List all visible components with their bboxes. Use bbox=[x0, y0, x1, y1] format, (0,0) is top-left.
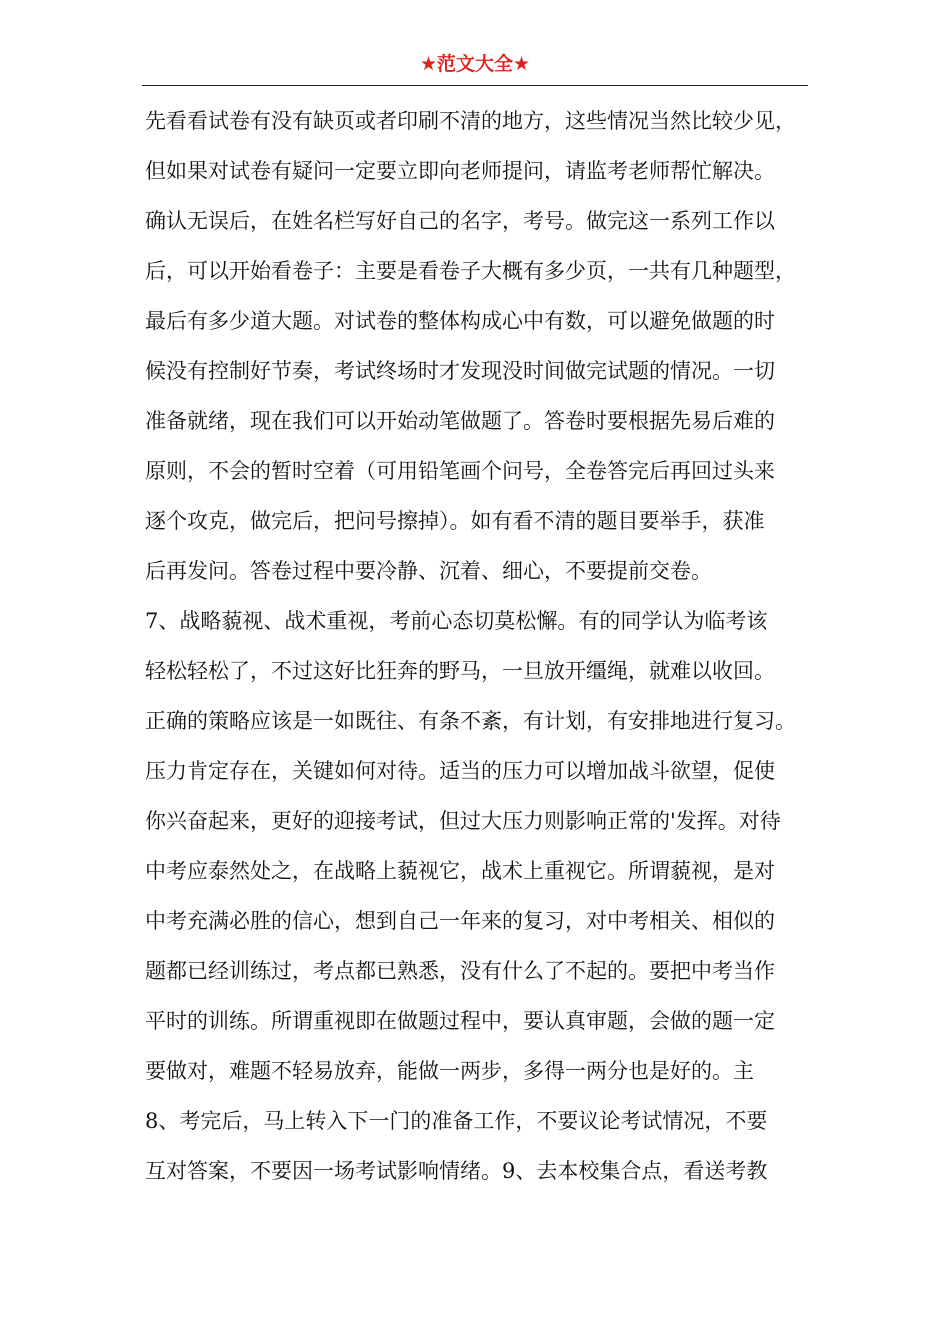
text-line: 压力肯定存在，关键如何对待。适当的压力可以增加战斗欲望，促使 bbox=[145, 759, 775, 783]
header-divider bbox=[142, 85, 808, 86]
text-line: 轻松轻松了，不过这好比狂奔的野马，一旦放开缰绳，就难以收回。 bbox=[145, 659, 775, 683]
text-line: 原则，不会的暂时空着（可用铅笔画个问号，全卷答完后再回过头来 bbox=[145, 459, 775, 483]
text-line: 中考应泰然处之，在战略上藐视它，战术上重视它。所谓藐视，是对 bbox=[145, 859, 775, 883]
text-line: 准备就绪，现在我们可以开始动笔做题了。答卷时要根据先易后难的 bbox=[145, 409, 775, 433]
text-line: 候没有控制好节奏，考试终场时才发现没时间做完试题的情况。一切 bbox=[145, 359, 775, 383]
text-line: 先看看试卷有没有缺页或者印刷不清的地方，这些情况当然比较少见， bbox=[145, 109, 796, 133]
text-line: 要做对，难题不轻易放弃，能做一两步，多得一两分也是好的。主 bbox=[145, 1059, 754, 1083]
text-line: 确认无误后，在姓名栏写好自己的名字，考号。做完这一系列工作以 bbox=[145, 209, 775, 233]
document-body bbox=[145, 96, 825, 1196]
text-line: 正确的策略应该是一如既往、有条不紊，有计划，有安排地进行复习。 bbox=[145, 709, 796, 733]
text-line: 中考充满必胜的信心，想到自己一年来的复习，对中考相关、相似的 bbox=[145, 909, 775, 933]
text-line: 后再发问。答卷过程中要冷静、沉着、细心，不要提前交卷。 bbox=[145, 559, 712, 583]
text-line: 最后有多少道大题。对试卷的整体构成心中有数，可以避免做题的时 bbox=[145, 309, 775, 333]
text-line: 8、考完后，马上转入下一门的准备工作，不要议论考试情况，不要 bbox=[145, 1109, 768, 1133]
text-line: 你兴奋起来，更好的迎接考试，但过大压力则影响正常的'发挥。对待 bbox=[145, 809, 781, 833]
text-line: 逐个攻克，做完后，把问号擦掉）。如有看不清的题目要举手，获准 bbox=[145, 509, 765, 533]
text-line: 后，可以开始看卷子：主要是看卷子大概有多少页，一共有几种题型， bbox=[145, 259, 796, 283]
page-header-title: ★范文大全★ bbox=[419, 53, 531, 75]
text-line: 互对答案，不要因一场考试影响情绪。9、去本校集合点，看送考教 bbox=[145, 1159, 768, 1183]
text-line: 题都已经训练过，考点都已熟悉，没有什么了不起的。要把中考当作 bbox=[145, 959, 775, 983]
text-line: 平时的训练。所谓重视即在做题过程中，要认真审题，会做的题一定 bbox=[145, 1009, 775, 1033]
text-line: 但如果对试卷有疑问一定要立即向老师提问，请监考老师帮忙解决。 bbox=[145, 159, 775, 183]
text-line: 7、战略藐视、战术重视，考前心态切莫松懈。有的同学认为临考该 bbox=[145, 609, 768, 633]
